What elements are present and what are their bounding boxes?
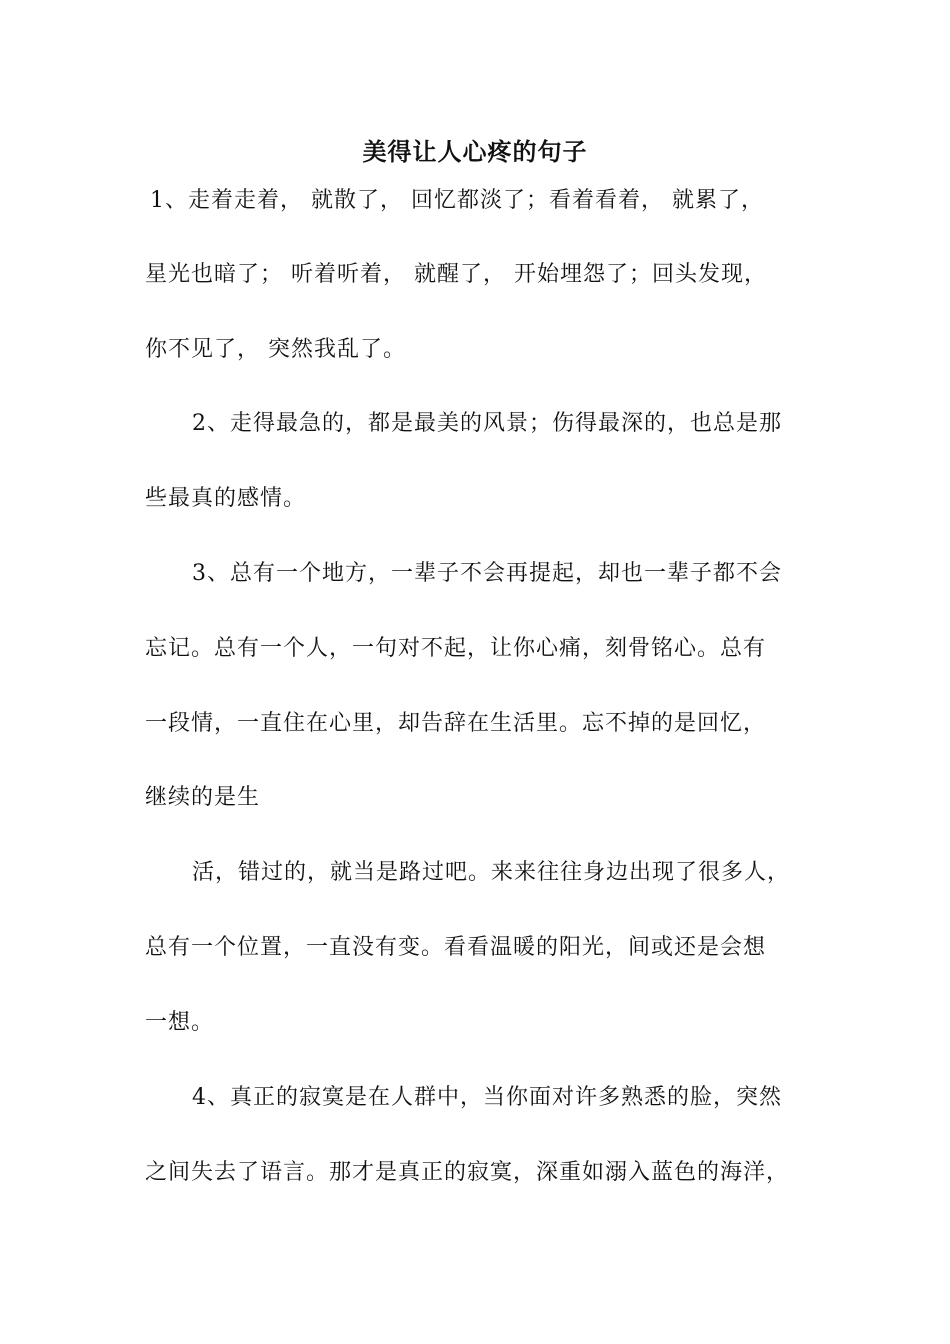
- text-line-1: 1、走着走着， 就散了， 回忆都淡了；看着看着， 就累了，: [150, 188, 764, 213]
- text-line-8: 一段情，一直住在心里，却告辞在生活里。忘不掉的是回忆，: [145, 711, 767, 736]
- text-line-6: 3、总有一个地方，一辈子不会再提起，却也一辈子都不会: [192, 561, 782, 586]
- text-line-10: 活，错过的，就当是路过吧。来来往往身边出现了很多人，: [192, 860, 791, 885]
- text-line-9: 继续的是生: [145, 785, 261, 810]
- text-line-3: 你不见了， 突然我乱了。: [145, 337, 406, 362]
- text-line-4: 2、走得最急的，都是最美的风景；伤得最深的，也总是那: [192, 411, 782, 436]
- text-line-5: 些最真的感情。: [145, 486, 307, 511]
- text-line-7: 忘记。总有一个人，一句对不起，让你心痛，刻骨铭心。总有: [145, 636, 767, 661]
- text-line-13: 4、真正的寂寞是在人群中，当你面对许多熟悉的脸，突然: [192, 1085, 782, 1110]
- document-title: 美得让人心疼的句子: [362, 138, 588, 166]
- text-line-12: 一想。: [145, 1010, 215, 1035]
- text-line-11: 总有一个位置，一直没有变。看看温暖的阳光，间或还是会想: [145, 935, 767, 960]
- text-line-2: 星光也暗了； 听着听着， 就醒了， 开始埋怨了；回头发现，: [145, 262, 767, 287]
- text-line-14: 之间失去了语言。那才是真正的寂寞，深重如溺入蓝色的海洋，: [145, 1160, 790, 1185]
